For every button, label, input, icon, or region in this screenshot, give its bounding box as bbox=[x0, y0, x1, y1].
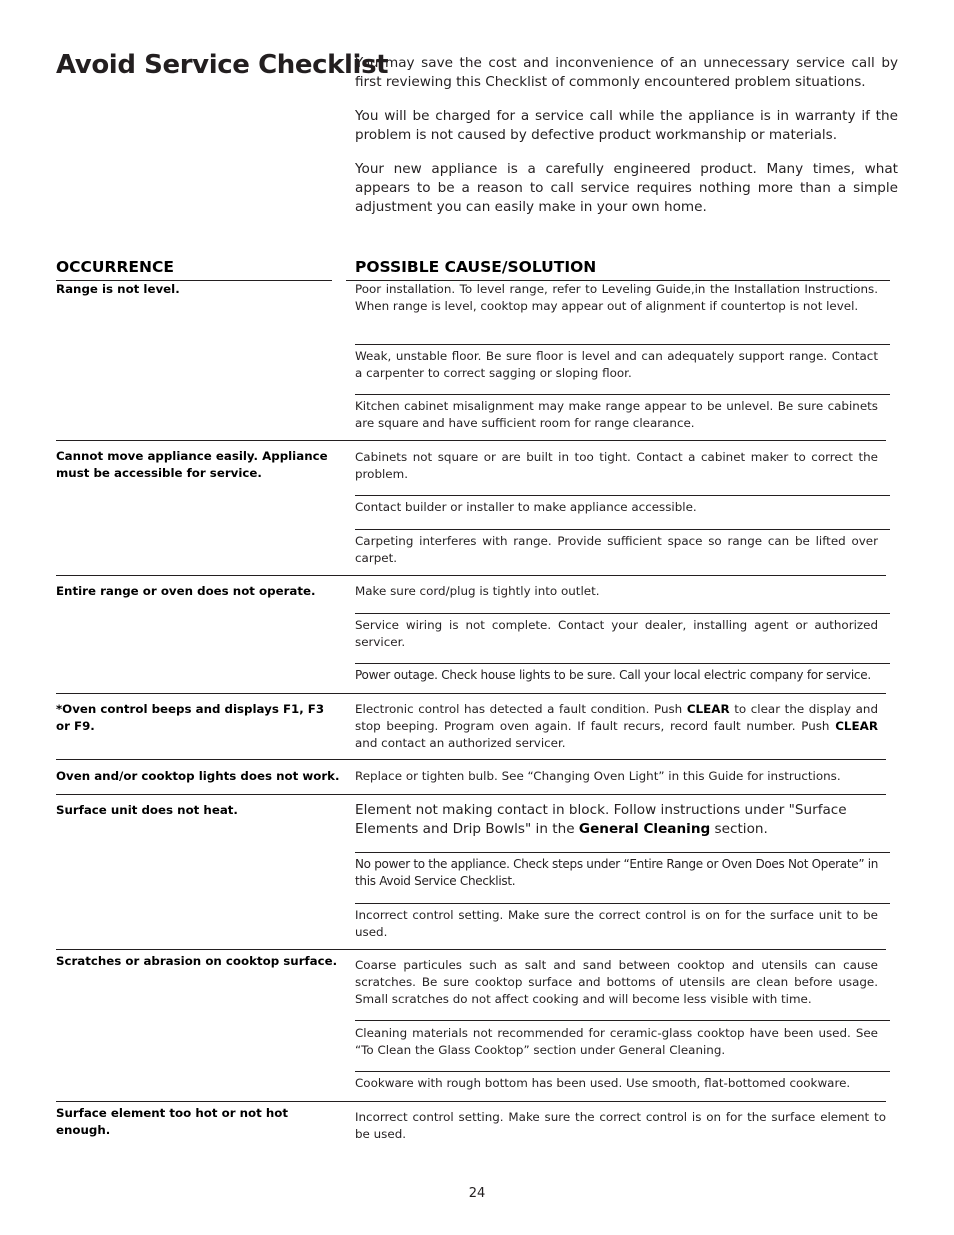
solution-divider bbox=[355, 1020, 890, 1021]
solution-item: Cookware with rough bottom has been used. Use smooth, flat-bottomed cookware. bbox=[355, 1076, 851, 1090]
solution-divider bbox=[355, 613, 890, 614]
solution-item-element-contact bbox=[355, 801, 886, 839]
page-title: Avoid Service Checklist bbox=[56, 50, 389, 80]
row-divider bbox=[56, 693, 886, 694]
occurrence-range-not-operate: Entire range or oven does not operate. bbox=[56, 584, 316, 598]
solution-item: Carpeting interferes with range. Provide sufficient space so range can be lifted over carpet. bbox=[355, 534, 878, 565]
intro-paragraph: You will be charged for a service call while the appliance is in warranty if the problem is not caused by defective product workmanship or materials. bbox=[355, 108, 898, 143]
solution-item: Power outage. Check house lights to be sure. Call your local electric company for service. bbox=[355, 668, 871, 682]
row-divider bbox=[56, 759, 886, 760]
solution-item: Cleaning materials not recommended for ceramic-glass cooktop have been used. See “To Clean the Glass Cooktop” section under General Cleaning. bbox=[355, 1026, 878, 1057]
solution-text: Element not making contact in block. Follow instructions under "Surface Elements and Drip Bowls" in the bbox=[355, 802, 847, 837]
solution-item: Coarse particules such as salt and sand between cooktop and utensils can cause scratches. Be sure cooktop surface and bottoms of utensils are clean before usage. Small scratches do not affect cooking and will become less visible with time. bbox=[355, 958, 878, 1006]
solution-item: Replace or tighten bulb. See “Changing Oven Light” in this Guide for instructions. bbox=[355, 769, 841, 783]
occurrence-surface-unit-not-heat: Surface unit does not heat. bbox=[56, 803, 238, 817]
solution-column-header: POSSIBLE CAUSE/SOLUTION bbox=[355, 258, 597, 276]
solution-text: section. bbox=[710, 821, 768, 837]
row-divider bbox=[56, 1101, 886, 1102]
row-divider bbox=[56, 949, 886, 950]
solution-item: Incorrect control setting. Make sure the correct control is on for the surface element to be used. bbox=[355, 1110, 886, 1141]
solution-divider bbox=[355, 903, 890, 904]
solution-item: Cabinets not square or are built in too tight. Contact a cabinet maker to correct the problem. bbox=[355, 450, 878, 481]
solution-divider bbox=[355, 1071, 890, 1072]
clear-key-label: CLEAR bbox=[835, 719, 878, 733]
solution-divider bbox=[355, 495, 890, 496]
solution-item: Kitchen cabinet misalignment may make range appear to be unlevel. Be sure cabinets are square and have sufficient room for range clearance. bbox=[355, 399, 878, 430]
solution-item: Incorrect control setting. Make sure the correct control is on for the surface unit to be used. bbox=[355, 908, 878, 939]
occurrence-column-header: OCCURRENCE bbox=[56, 258, 174, 276]
solution-divider bbox=[355, 852, 890, 853]
solution-divider bbox=[355, 663, 890, 664]
solution-text: to clear the display and stop beeping. Program oven again. If fault recurs, record fault number. Push bbox=[355, 702, 878, 733]
intro-section bbox=[355, 54, 898, 232]
solution-text: Electronic control has detected a fault condition. Push bbox=[355, 702, 687, 716]
occurrence-element-too-hot: Surface element too hot or not hot enough. bbox=[56, 1106, 289, 1137]
solution-divider bbox=[355, 344, 890, 345]
solution-item: Make sure cord/plug is tightly into outlet. bbox=[355, 584, 600, 598]
intro-paragraph: You may save the cost and inconvenience of an unnecessary service call by first reviewing this Checklist of commonly encountered problem situations. bbox=[355, 55, 898, 90]
solution-item: No power to the appliance. Check steps under “Entire Range or Oven Does Not Operate” in this Avoid Service Checklist. bbox=[355, 857, 879, 888]
solution-item: Poor installation. To level range, refer to Leveling Guide,in the Installation Instructions. When range is level, cooktop may appear out of alignment if countertop is not level. bbox=[355, 282, 878, 313]
occurrence-scratches: Scratches or abrasion on cooktop surface. bbox=[56, 954, 338, 968]
solution-divider bbox=[355, 529, 890, 530]
solution-item: Weak, unstable floor. Be sure floor is level and can adequately support range. Contact a carpenter to correct sagging or sloping floor. bbox=[355, 349, 878, 380]
solution-item: Service wiring is not complete. Contact your dealer, installing agent or authorized servicer. bbox=[355, 618, 878, 649]
clear-key-label: CLEAR bbox=[686, 702, 730, 716]
occurrence-lights-not-work: Oven and/or cooktop lights does not work. bbox=[56, 769, 340, 783]
general-cleaning-label: General Cleaning bbox=[578, 821, 711, 837]
row-divider bbox=[56, 440, 886, 441]
page-number: 24 bbox=[468, 1186, 486, 1201]
solution-text: and contact an authorized servicer. bbox=[355, 736, 566, 750]
solution-divider bbox=[355, 394, 890, 395]
occurrence-range-not-level: Range is not level. bbox=[56, 282, 180, 296]
row-divider bbox=[56, 575, 886, 576]
occurrence-cannot-move-appliance: Cannot move appliance easily. Appliance must be accessible for service. bbox=[56, 449, 328, 480]
solution-item: Contact builder or installer to make appliance accessible. bbox=[355, 500, 697, 514]
row-divider bbox=[56, 794, 886, 795]
occurrence-oven-control-beeps: *Oven control beeps and displays F1, F3 or F9. bbox=[56, 702, 325, 733]
solution-item-fault-condition bbox=[355, 701, 878, 752]
intro-paragraph: Your new appliance is a carefully engineered product. Many times, what appears to be a reason to call service requires nothing more than a simple adjustment you can easily make in your own home. bbox=[355, 161, 898, 215]
